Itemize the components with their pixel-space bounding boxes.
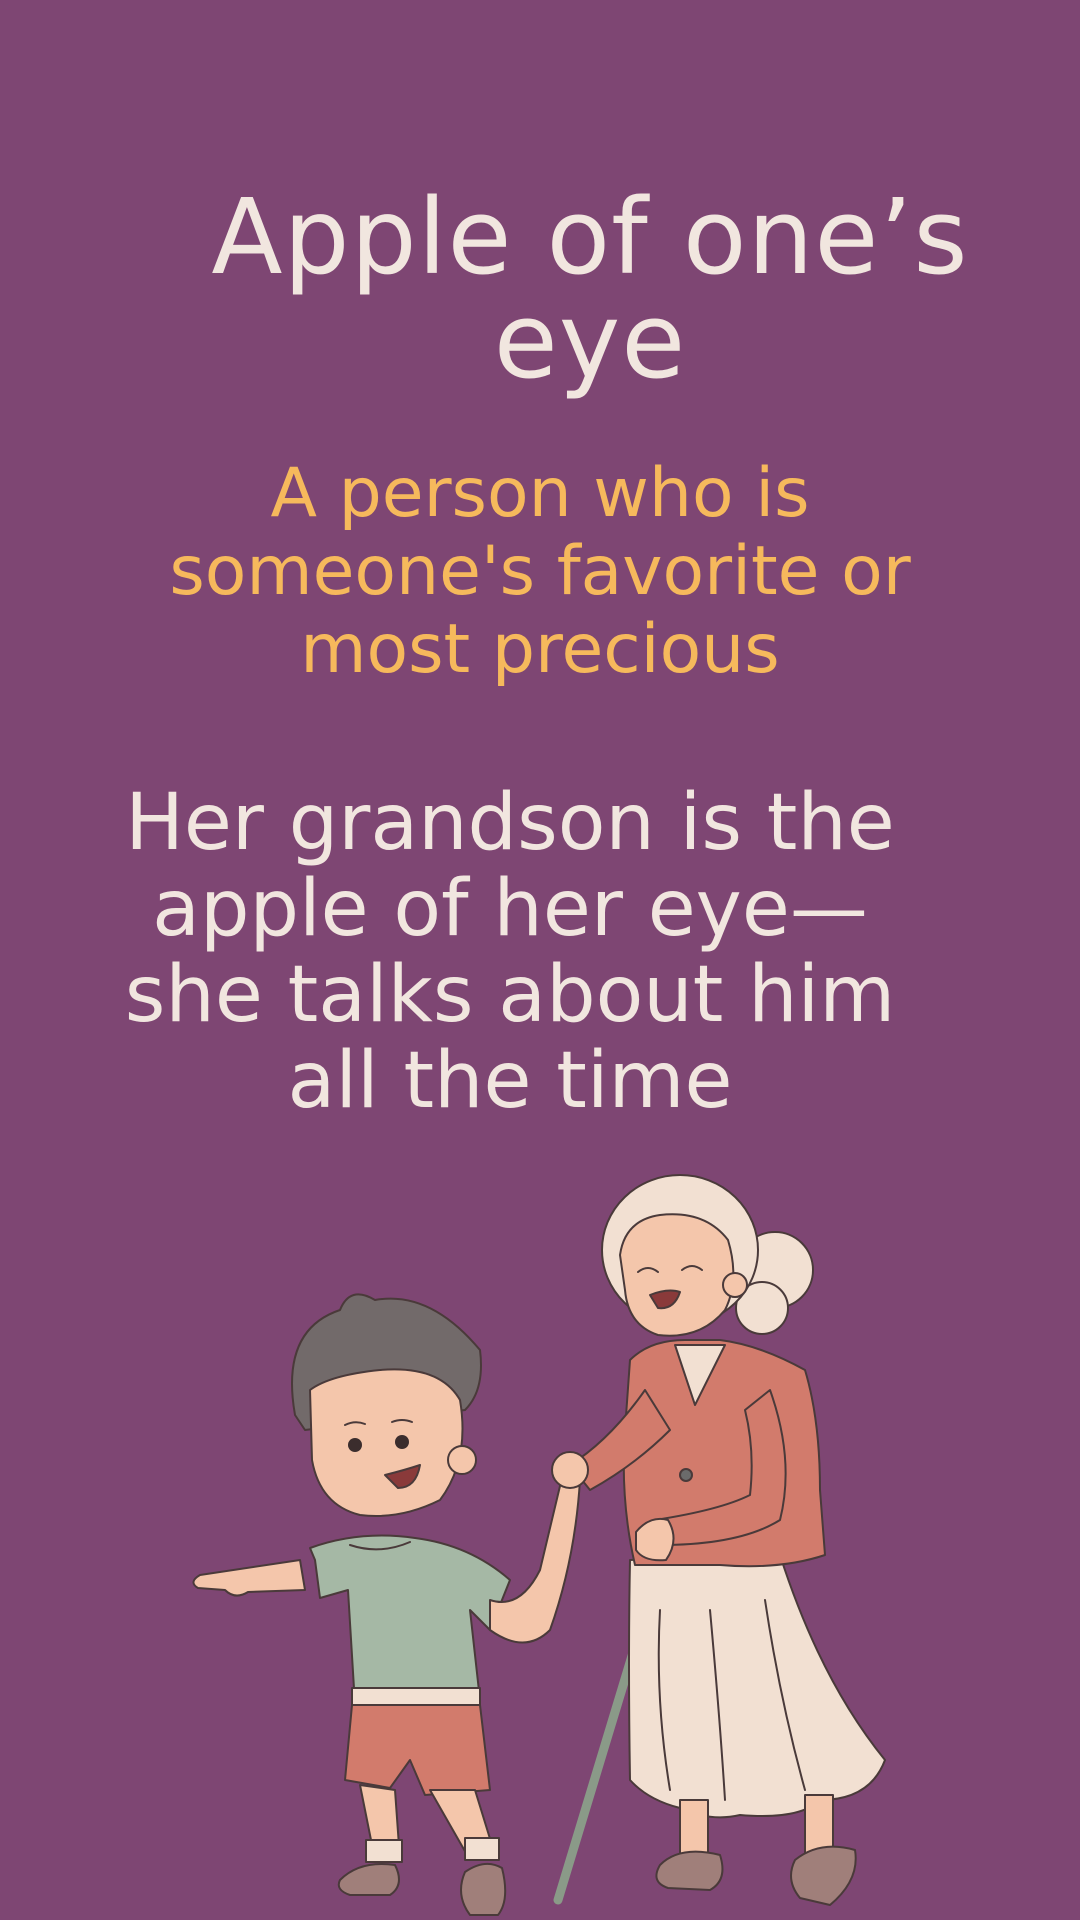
grandson-icon	[193, 1294, 588, 1915]
grandmother-and-grandson-illustration	[180, 1160, 900, 1920]
grandmother-icon	[570, 1175, 885, 1905]
idiom-example-sentence: Her grandson is the apple of her eye—she talks about him all the time	[124, 778, 896, 1126]
idiom-title: Apple of one’s eye	[211, 176, 969, 402]
idiom-definition: A person who is someone's favorite or most precious	[169, 454, 911, 689]
